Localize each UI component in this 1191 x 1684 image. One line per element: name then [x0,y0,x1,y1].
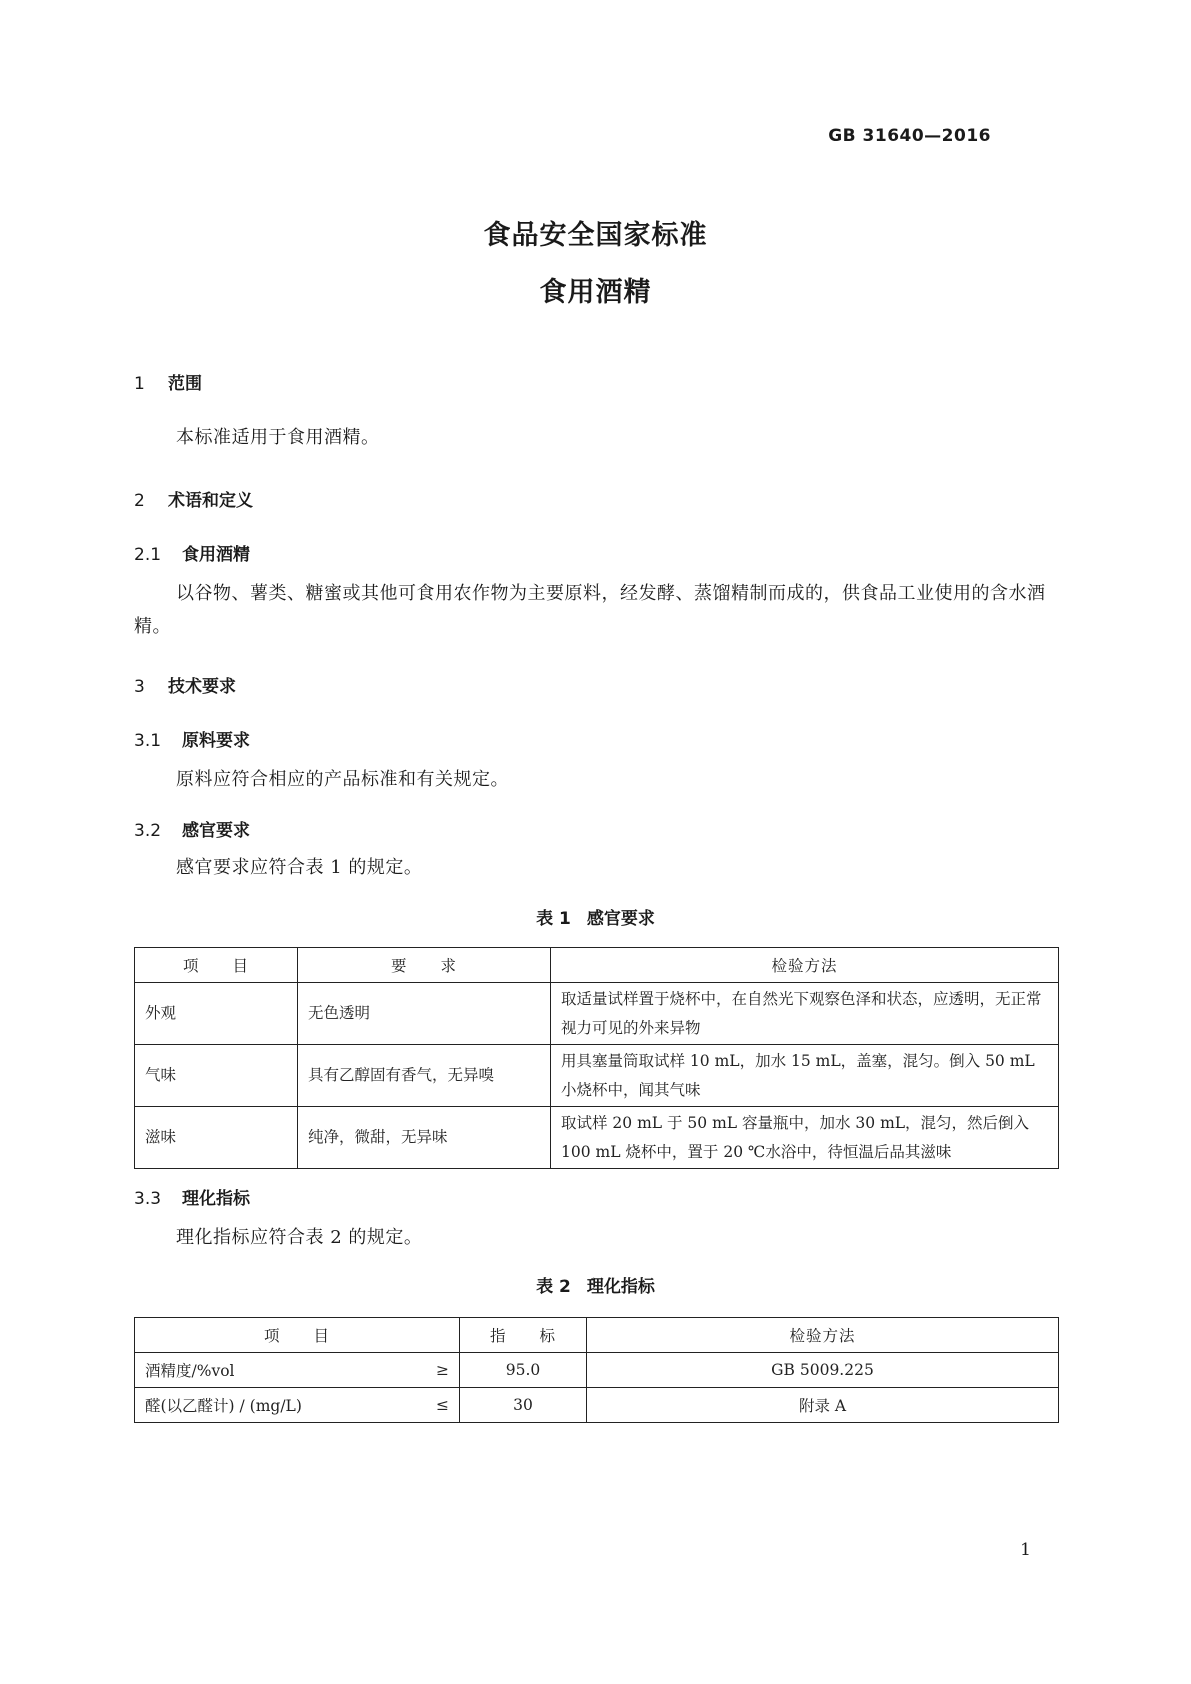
cell-value: 30 [460,1388,587,1423]
cell-item [135,1353,460,1388]
cell-item: 滋味 [135,1107,298,1169]
section-3-3-heading [134,1184,250,1209]
section-title: 理化指标 [182,1189,250,1209]
caption-number: 表 2 [536,1277,571,1297]
cell-item [135,1388,460,1423]
header-item: 项 目 [135,1318,460,1353]
section-number: 2.1 [134,545,162,565]
caption-number: 表 1 [536,909,571,929]
cell-item: 外观 [135,983,298,1045]
section-3-1-text: 原料应符合相应的产品标准和有关规定。 [176,769,509,790]
section-number: 3 [134,677,145,697]
section-1-heading [134,369,202,394]
header-requirement: 要 求 [298,948,551,983]
table-row [135,1107,1059,1169]
header-method: 检验方法 [587,1318,1059,1353]
section-3-heading [134,672,236,697]
cell-method: 用具塞量筒取试样 10 mL，加水 15 mL，盖塞，混匀。倒入 50 mL 小烧杯中，闻其气味 [551,1045,1059,1107]
section-title: 范围 [168,374,202,394]
table-row [135,1353,1059,1388]
cell-item: 气味 [135,1045,298,1107]
item-label: 酒精度/%vol [145,1362,235,1380]
table-2-caption [0,1272,1191,1297]
section-2-heading [134,486,253,511]
cell-requirement: 具有乙醇固有香气，无异嗅 [298,1045,551,1107]
table-row [135,1388,1059,1423]
section-number: 3.1 [134,731,162,751]
section-number: 3.2 [134,821,162,841]
section-1-text: 本标准适用于食用酒精。 [176,427,380,448]
caption-title: 理化指标 [586,1277,655,1297]
section-title: 感官要求 [182,821,250,841]
cell-value: 95.0 [460,1353,587,1388]
section-title: 术语和定义 [168,491,253,511]
table-row [135,983,1059,1045]
table-header-row [135,1318,1059,1353]
section-number: 1 [134,374,145,394]
comparison-operator: ≤ [436,1396,449,1414]
cell-method: 取适量试样置于烧杯中，在自然光下观察色泽和状态，应透明，无正常视力可见的外来异物 [551,983,1059,1045]
comparison-operator: ≥ [436,1361,449,1379]
cell-requirement: 无色透明 [298,983,551,1045]
page-number: 1 [1020,1540,1031,1560]
table-header-row [135,948,1059,983]
sensory-requirements-table [134,947,1059,1169]
section-title: 原料要求 [182,731,250,751]
standard-code: GB 31640—2016 [828,126,991,146]
cell-method: 附录 A [587,1388,1059,1423]
section-title: 技术要求 [168,677,236,697]
section-number: 2 [134,491,145,511]
header-method: 检验方法 [551,948,1059,983]
header-item: 项 目 [135,948,298,983]
section-2-1-heading [134,540,250,565]
document-title: 食品安全国家标准 [483,220,708,251]
cell-requirement: 纯净，微甜，无异味 [298,1107,551,1169]
section-3-2-heading [134,816,250,841]
item-label: 醛(以乙醛计) / (mg/L) [145,1397,302,1415]
document-subtitle: 食用酒精 [539,277,652,308]
section-number: 3.3 [134,1189,162,1209]
table-1-caption [0,904,1191,929]
section-3-2-text: 感官要求应符合表 1 的规定。 [176,857,423,878]
table-row [135,1045,1059,1107]
section-3-1-heading [134,726,250,751]
cell-method: GB 5009.225 [587,1353,1059,1388]
section-title: 食用酒精 [182,545,250,565]
section-2-1-text: 以谷物、薯类、糖蜜或其他可食用农作物为主要原料，经发酵、蒸馏精制而成的，供食品工业使用的含水酒精。 [134,583,1046,637]
caption-title: 感官要求 [586,909,655,929]
physicochemical-indicators-table [134,1317,1059,1423]
section-3-3-text: 理化指标应符合表 2 的规定。 [176,1227,423,1248]
cell-method: 取试样 20 mL 于 50 mL 容量瓶中，加水 30 mL，混匀，然后倒入 100 mL 烧杯中，置于 20 ℃水浴中，待恒温后品其滋味 [551,1107,1059,1169]
header-indicator: 指 标 [460,1318,587,1353]
